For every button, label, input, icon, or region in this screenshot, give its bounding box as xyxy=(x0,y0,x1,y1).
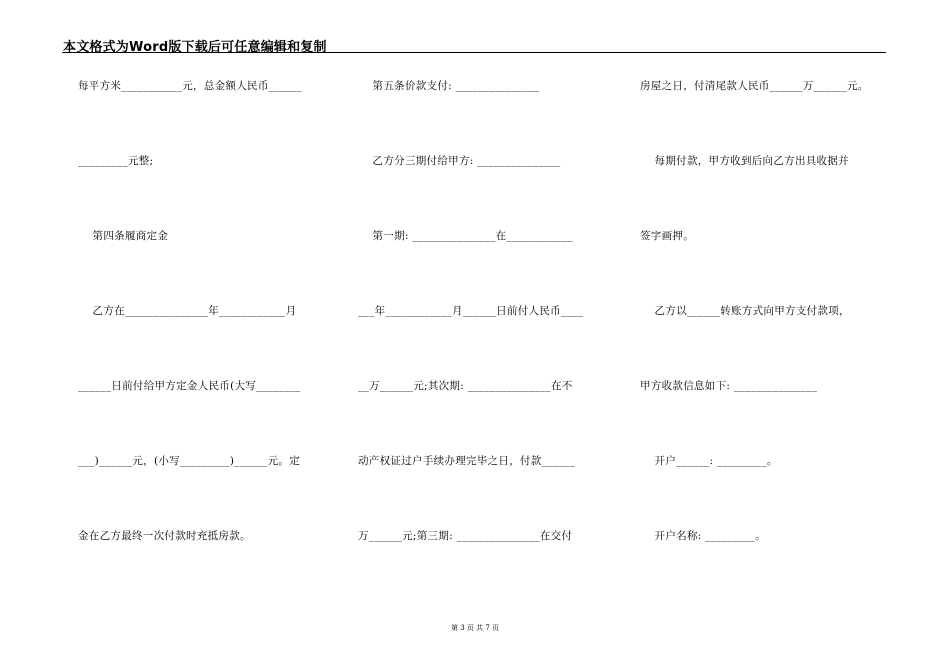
col1-line-7: 金在乙方最终一次付款时充抵房款。 xyxy=(78,530,251,542)
col1-line-1: 每平方米___________元，总金额人民币______ xyxy=(78,80,302,92)
col3-line-6: 开户______: _________。 xyxy=(640,455,778,467)
col2-line-7: 万______元;第三期: _______________在交付 xyxy=(358,530,573,542)
col1-line-2: _________元整; xyxy=(78,155,154,167)
col3-line-7: 开户名称: _________。 xyxy=(640,530,766,542)
col3-line-1: 房屋之日，付清尾款人民币______万______元。 xyxy=(640,80,869,92)
col3-line-2: 每期付款，甲方收到后向乙方出具收据并 xyxy=(640,155,849,167)
col2-line-1: 第五条价款支付: _______________ xyxy=(358,80,539,92)
col2-line-3: 第一期: _______________在____________ xyxy=(358,230,574,242)
col3-line-4: 乙方以______转账方式向甲方支付款项， xyxy=(640,305,850,317)
col2-line-4: ___年____________月______日前付人民币____ xyxy=(358,305,584,317)
header-divider xyxy=(62,52,886,53)
col2-line-5: __万______元;其次期: _______________在不 xyxy=(358,380,573,392)
col3-line-3: 签字画押。 xyxy=(640,230,694,242)
document-header-title: 本文格式为Word版下载后可任意编辑和复制 xyxy=(63,40,327,55)
col1-line-3: 第四条履商定金 xyxy=(78,230,169,242)
col2-line-6: 动产权证过户手续办理完毕之日，付款______ xyxy=(358,455,575,467)
col1-line-6: ___)______元，(小写_________)______元。定 xyxy=(78,455,300,467)
col1-line-4: 乙方在_______________年____________月 xyxy=(78,305,297,317)
page-number-footer: 第 3 页 共 7 页 xyxy=(450,624,500,632)
col1-line-5: ______日前付给甲方定金人民币(大写________ xyxy=(78,380,301,392)
col2-line-2: 乙方分三期付给甲方: _______________ xyxy=(358,155,561,167)
col3-line-5: 甲方收款信息如下: _______________ xyxy=(640,380,818,392)
